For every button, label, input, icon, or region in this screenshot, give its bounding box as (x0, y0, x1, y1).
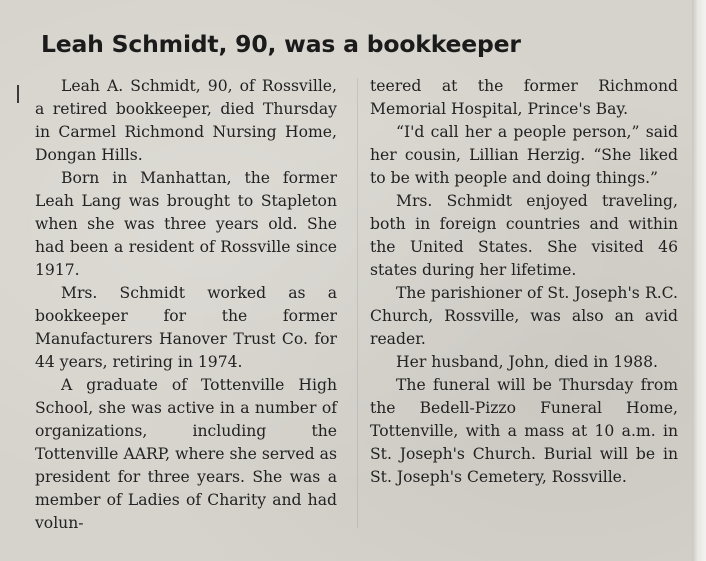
paragraph-volunteer-cont: teered at the former Richmond Memorial Hospital, Prince's Bay. (370, 77, 678, 118)
paragraph-birth: Born in Manhattan, the former Leah Lang was brought to Stapleton when she was three years old. She had been a resident of Rossville since 1917. (35, 169, 337, 279)
margin-mark (17, 85, 19, 103)
paragraph-funeral: The funeral will be Thursday from the Bedell-Pizzo Funeral Home, Tottenville, with a mass at 10 a.m. in St. Joseph's Church. Burial will be in St. Joseph's Cemetery, Rossville. (370, 376, 678, 486)
paragraph-husband: Her husband, John, died in 1988. (396, 353, 658, 371)
paragraph-travel: Mrs. Schmidt enjoyed traveling, both in foreign countries and within the United States. She visited 46 states during her lifetime. (370, 192, 678, 279)
paragraph-education: A graduate of Tottenville High School, she was active in a number of organizations, including the Tottenville AARP, where she served as president for three years. She was a member of Ladies of Charity and had volun- (35, 376, 337, 532)
column-divider (357, 78, 358, 528)
paragraph-death-notice: Leah A. Schmidt, 90, of Rossville, a retired bookkeeper, died Thursday in Carmel Richmond Nursing Home, Dongan Hills. (35, 77, 337, 164)
paragraph-quote: “I'd call her a people person,” said her cousin, Lillian Herzig. “She liked to be with people and doing things.” (370, 123, 678, 187)
right-column (370, 75, 678, 489)
left-column (35, 75, 337, 535)
paragraph-career: Mrs. Schmidt worked as a bookkeeper for the former Manufacturers Hanover Trust Co. for 44 years, retiring in 1974. (35, 284, 337, 371)
headline: Leah Schmidt, 90, was a bookkeeper (41, 30, 521, 58)
paragraph-parish: The parishioner of St. Joseph's R.C. Church, Rossville, was also an avid reader. (370, 284, 678, 348)
scan-edge (692, 0, 706, 561)
